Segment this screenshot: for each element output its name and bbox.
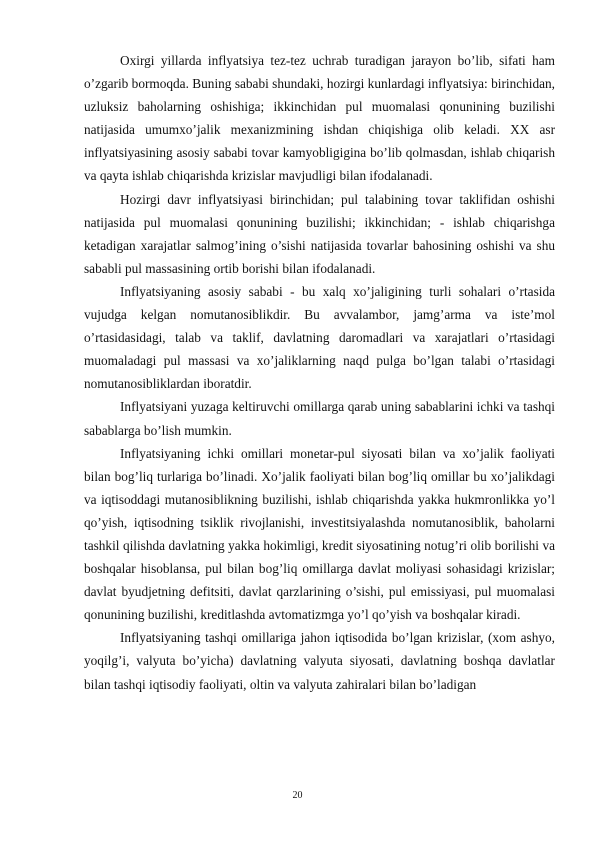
paragraph-3: Inflyatsiyaning asosiy sababi - bu xalq xo’jaligining turli sohalari o’rtasida vujudga kelgan nomutanosiblikdir. Bu avvalambor, jamg’arma va iste’mol o’rtasidasidagi, talab va taklif, davlatning daromadlari va xarajatlari o’rtasidagi muomaladagi pul massasi va xo’jaliklarning naqd pulga bo’lgan talabi o’rtasidagi nomutanosibliklardan iboratdir. (84, 283, 555, 392)
paragraph-2: Hozirgi davr inflyatsiyasi birinchidan; pul talabining tovar taklifidan oshishi natijasida pul muomalasi qonunining buzilishi; ikkinchidan; - ishlab chiqarishga ketadigan xarajatlar salmog’ining o’sishi natijasida tovarlar bahosining oshishi va shu sababli pul massasining ortib borishi bilan ifodalanadi. (84, 191, 555, 276)
body-text (84, 49, 555, 696)
paragraph-6: Inflyatsiyaning tashqi omillariga jahon iqtisodida bo’lgan krizislar, (xom ashyo, yoqilg’i, valyuta bo’yicha) davlatning valyuta siyosati, davlatning boshqa davlatlar bilan tashqi iqtisodiy faoliyati, oltin va valyuta zahiralari bilan bo’ladigan (84, 630, 555, 692)
page-number: 20 (292, 790, 303, 801)
paragraph-1: Oxirgi yillarda inflyatsiya tez-tez uchrab turadigan jarayon bo’lib, sifati ham o’zgarib bormoqda. Buning sababi shundaki, hozirgi kunlardagi inflyatsiya: birinchidan, uzluksiz baholarning oshishiga; ikkinchidan pul muomalasi qonunining buzilishi natijasida umumxo’jalik mexanizmining ishdan chiqishiga olib keladi. XX asr inflyatsiyasining asosiy sababi tovar kamyobligigina bo’lib qolmasdan, ishlab chiqarish va qayta ishlab chiqarishda krizislar mavjudligi bilan ifodalanadi. (84, 53, 555, 184)
paragraph-5: Inflyatsiyaning ichki omillari monetar-pul siyosati bilan va xo’jalik faoliyati bilan bog’liq turlariga bo’linadi. Xo’jalik faoliyati bilan bog’liq omillar bu xo’jalikdagi va iqtisoddagi mutanosiblikning buzilishi, ishlab chiqarishda yakka hukmronlikka yo’l qo’yish, iqtisodning tsiklik rivojlanishi, investitsiyalashda nomutanosiblik, baholarni tashkil qilishda davlatning yakka hokimligi, kredit siyosatining notug’ri olib borilishi va boshqalar hisoblansa, pul bilan bog’liq omillarga davlat moliyasi sohasidagi krizislar; davlat byudjetning defitsiti, davlat qarzlarining o’sishi, pul emissiyasi, pul muomalasi qonunining buzilishi, kreditlashda avtomatizmga yo’l qo’yish va boshqalar kiradi. (84, 445, 555, 623)
paragraph-4: Inflyatsiyani yuzaga keltiruvchi omillarga qarab uning sabablarini ichki va tashqi sabablarga bo’lish mumkin. (84, 399, 555, 438)
